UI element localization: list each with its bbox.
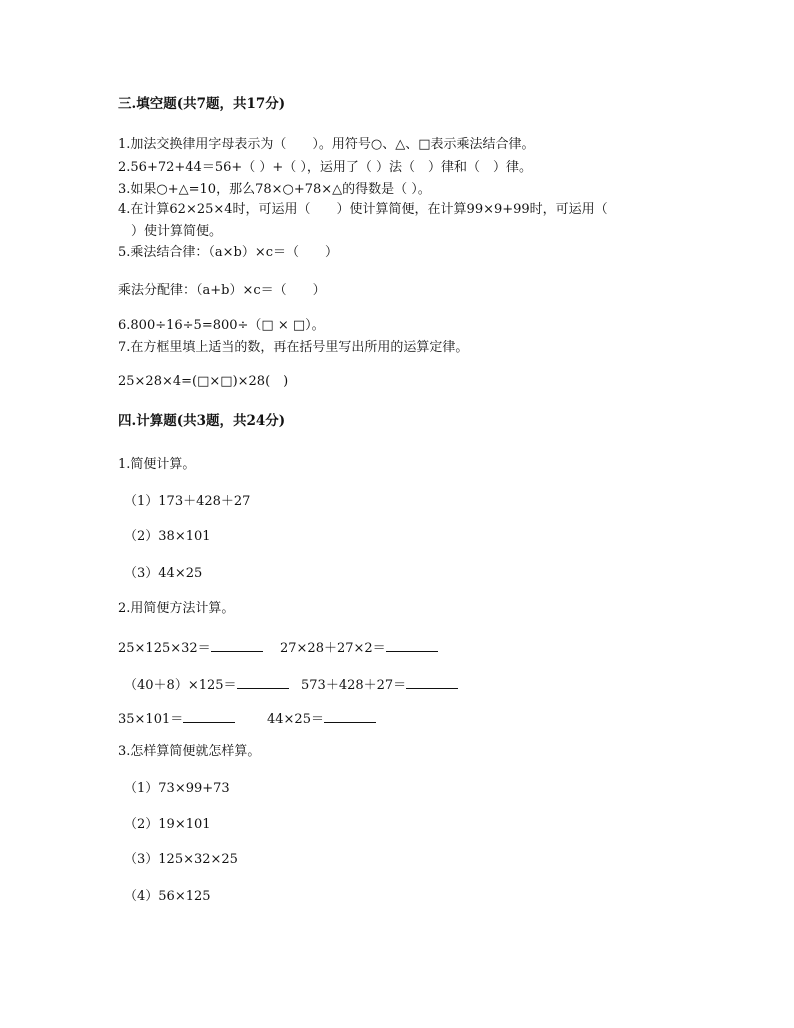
calc-row-3a [118,710,235,728]
calc-row-1a [118,639,263,657]
expression: 27×28＋27×2＝ [280,641,386,656]
expression: （40＋8）×125＝ [124,678,237,693]
question-3-4-line2: ）使计算简便。 [118,224,223,239]
question-3-5-line1: 5.乘法结合律：（a×b）×c＝（ ） [118,245,339,260]
list-item: （1）73×99+73 [124,781,230,796]
list-item: （2）38×101 [124,529,211,544]
answer-blank [406,676,458,689]
question-4-2-title: 2.用简便方法计算。 [118,601,235,616]
expression: 25×125×32＝ [118,641,211,656]
question-3-7: 7.在方框里填上适当的数，再在括号里写出所用的运算定律。 [118,340,469,355]
list-item: （3）125×32×25 [124,852,238,867]
answer-blank [324,710,376,723]
question-3-3: 3.如果○+△=10，那么78×○+78×△的得数是（ ）。 [118,182,431,197]
expression: 573＋428＋27＝ [301,678,407,693]
list-item: （3）44×25 [124,566,203,581]
answer-blank [183,710,235,723]
section-3-title: 三.填空题(共7题，共17分) [118,96,286,112]
answer-blank [211,639,263,652]
answer-blank [386,639,438,652]
expression: 44×25＝ [267,712,324,727]
section-4-title: 四.计算题(共3题，共24分) [118,413,286,429]
question-3-6: 6.800÷16÷5=800÷（□ × □）。 [118,318,325,333]
question-3-7-expression: 25×28×4=(□×□)×28( ) [118,374,289,389]
calc-row-2a [124,676,289,694]
question-4-3-title: 3.怎样算简便就怎样算。 [118,744,261,759]
list-item: （4）56×125 [124,889,211,904]
list-item: （1）173＋428＋27 [124,494,251,509]
calc-row-3b [267,710,376,728]
question-3-2: 2.56+72+44＝56+（ ）+（ ），运用了（ ）法（ ）律和（ ）律。 [118,160,533,175]
expression: 35×101＝ [118,712,184,727]
calc-row-1b [280,639,438,657]
question-3-5-line2: 乘法分配律：（a+b）×c＝（ ） [118,283,326,298]
question-3-1: 1.加法交换律用字母表示为（ ）。用符号○、△、□表示乘法结合律。 [118,137,535,152]
question-3-4-line1: 4.在计算62×25×4时，可运用（ ）使计算简便，在计算99×9+99时，可运用（ [118,202,608,217]
question-4-1-title: 1.简便计算。 [118,457,196,472]
answer-blank [237,676,289,689]
list-item: （2）19×101 [124,817,211,832]
calc-row-2b [301,676,458,694]
